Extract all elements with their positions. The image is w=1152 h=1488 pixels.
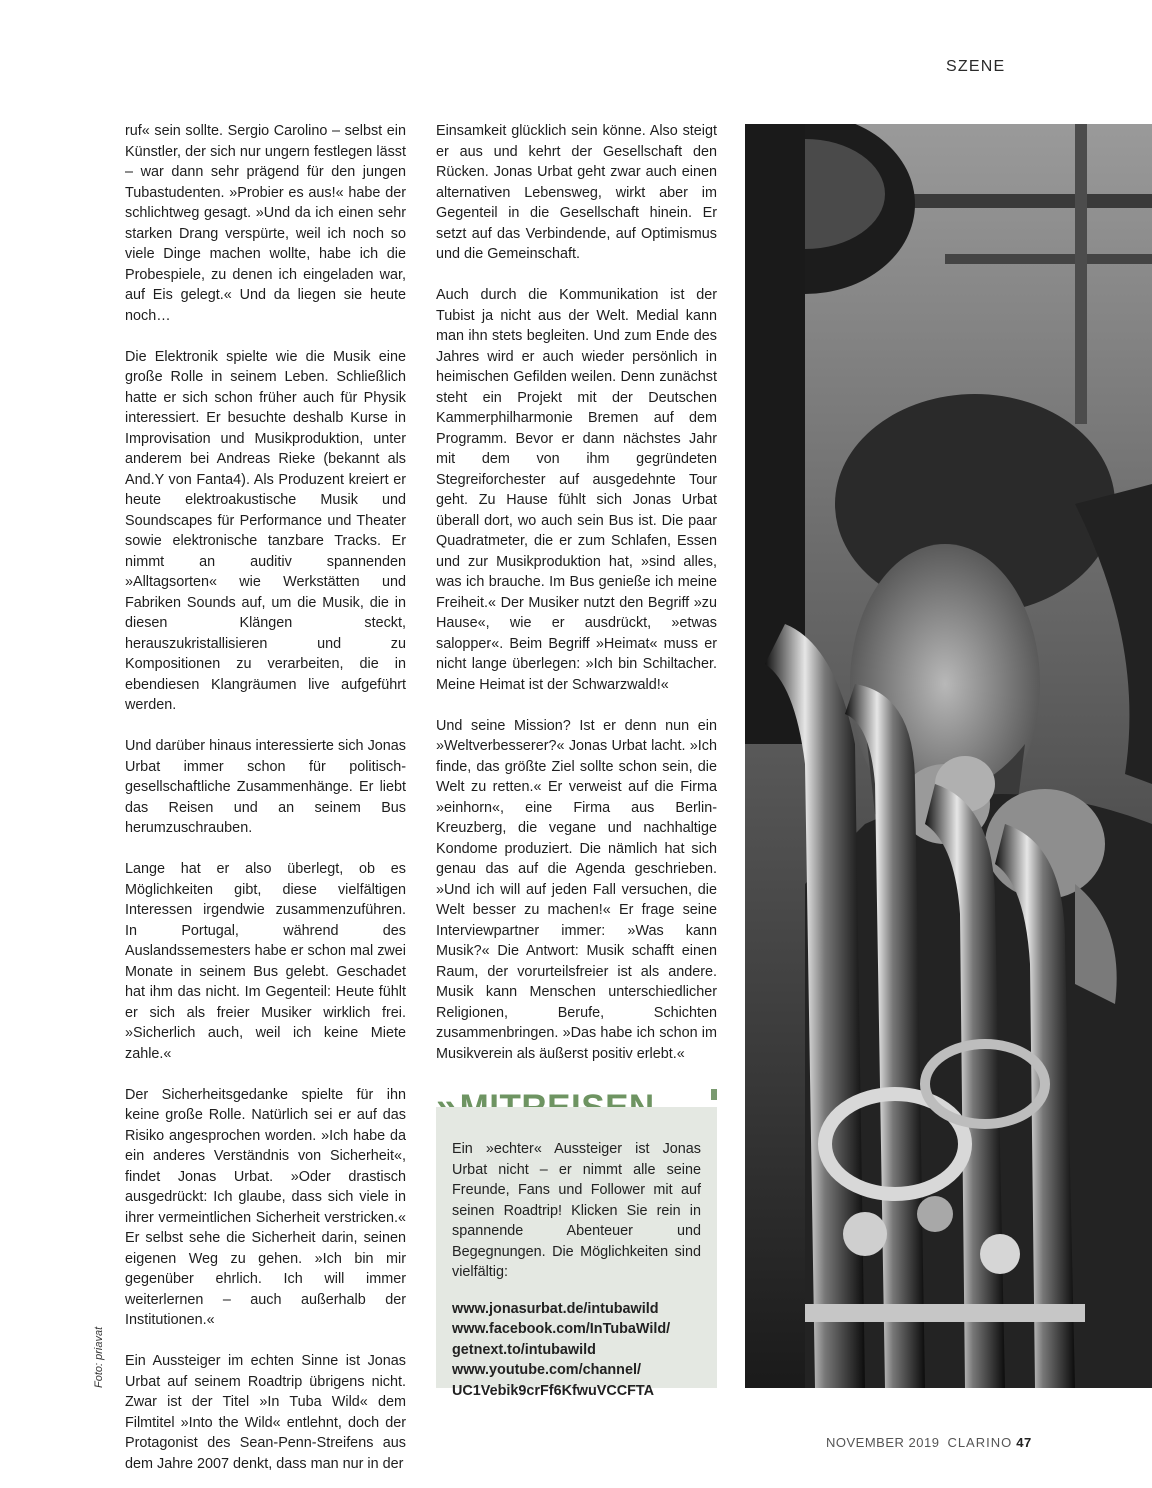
paragraph: Einsamkeit glücklich sein könne. Also steigt er aus und kehrt der Gesellschaft den Rücken. Jonas Urbat geht zwar auch einen alternativen Lebensweg, wirkt aber im Gegenteil in die Gesellschaft hinein. Er setzt auf das Verbindende, auf Optimismus und die Gemeinschaft. xyxy=(436,123,717,262)
paragraph: ruf« sein sollte. Sergio Carolino – selbst ein Künstler, der sich nur ungern festlegen lässt – war dann sehr prägend für den jungen Tubastudenten. »Probier es aus!« habe der schlichtweg gesagt. »Und da ich einen sehr starken Drang verspürte, weil ich noch so viele Dinge machen wollte, habe ich die Probespiele, zu denen ich eingeladen war, auf Eis gelegt.« Und da liegen sie heute noch… xyxy=(125,123,406,324)
paragraph: Auch durch die Kommunikation ist der Tubist ja nicht aus der Welt. Medial kann man ihn stets begleiten. Und zum Ende des Jahres wird er auch wieder persönlich in heimischen Gefilden weilen. Denn zunächst steht ein Projekt mit der Deutschen Kammerphilharmonie Bremen auf dem Programm. Bevor er dann nächstes Jahr mit dem von ihm gegründeten Stegreiforchester auf ausgedehnte Tour geht. Zu Hause fühlt sich Jonas Urbat überall dort, wo auch sein Bus ist. Die paar Quadratmeter, die er zum Schlafen, Essen und zur Musikproduktion hat, »sind alles, was ich brauche. Im Bus genieße ich meine Freiheit.« Der Musiker nutzt den Begriff »zu Hause«, wie er ausdrückt, »etwas salopper«. Beim Begriff »Heimat« muss er nicht lange überlegen: »Ich bin Schiltacher. Meine Heimat ist der Schwarzwald!« xyxy=(436,287,717,693)
link-youtube-id[interactable]: UC1Vebik9crFf6KfwuVCCFTA xyxy=(452,1382,655,1399)
article-column-1 xyxy=(125,121,406,1474)
footer-date: NOVEMBER 2019 xyxy=(826,1435,940,1450)
paragraph: Und seine Mission? Ist er denn nun ein »Weltverbesserer?« Jonas Urbat lacht. »Ich finde, das größte Ziel sollte schon sein, die Welt zu retten.« Er verweist auf die Firma »einhorn«, eine Firma aus Berlin-Kreuzberg, die vegane und nachhaltige Kondome produziert. Die nämlich hat sich genau das auf die Agenda geschrieben. »Und ich will auf jeden Fall versuchen, die Welt besser zu machen!« Er frage seine Interviewpartner immer: »Was kann Musik?« Die Antwort: Musik schafft einen Raum, der vorurteilsfreier ist als andere. Musik kann Menschen unterschiedlicher Religionen, Berufe, Schichten zusammenbringen. »Das habe ich schon im Musikverein als äußerst positiv erlebt.« xyxy=(436,717,717,1062)
sidebar-box xyxy=(436,1107,717,1399)
page-footer xyxy=(826,1435,1032,1450)
photo-credit: Foto: priavat xyxy=(93,1326,105,1388)
link-facebook[interactable]: www.facebook.com/InTubaWild/ xyxy=(452,1321,671,1337)
sidebar-intro: Ein »echter« Aussteiger ist Jonas Urbat nicht – er nimmt alle seine Freunde, Fans und Follower mit auf seinen Roadtrip! Klicken Sie rein in spannende Abenteuer und Begegnungen. Die Möglichkeiten sind vielfältig: xyxy=(452,1141,701,1280)
musician-tuba-photo xyxy=(745,124,1152,1388)
paragraph: Die Elektronik spielte wie die Musik eine große Rolle in seinem Leben. Schließlich hatte er sich schon früher auch für Physik interessiert. Er besuchte deshalb Kurse in Improvisation und Musikproduktion, unter anderem bei Andreas Rieke (bekannt als And.Y von Fanta4). Als Produzent kreiert er heute elektroakustische Musik und Soundscapes für Performance und Theater sowie elektronische tanzbare Tracks. Er nimmt an auditiv spannenden »Alltagsorten« wie Werkstätten und Fabriken Sounds auf, um die Musik, die in diesen Klängen steckt, herauszukristallisieren und zu Kompositionen zu verarbeiten, die in ebendiesen Klangräumen live aufgeführt werden. xyxy=(125,348,406,713)
section-label: SZENE xyxy=(946,58,1006,75)
footer-magazine: CLARINO xyxy=(947,1435,1013,1450)
link-getnext[interactable]: getnext.to/intubawild xyxy=(452,1341,596,1358)
page-number: 47 xyxy=(1016,1435,1032,1450)
paragraph: Und darüber hinaus interessierte sich Jonas Urbat immer schon für politisch-gesellschaftliche Zusammenhänge. Er liebt das Reisen und an seinem Bus herumzuschrauben. xyxy=(125,738,406,836)
paragraph: Ein Aussteiger im echten Sinne ist Jonas Urbat auf seinem Roadtrip übrigens nicht. Zwar ist der Titel »In Tuba Wild« dem Filmtitel »Into the Wild« entlehnt, doch der Protagonist des Sean-Penn-Streifens aus dem Jahre 2007 denkt, dass man nur in der xyxy=(125,1353,406,1472)
sidebar-links xyxy=(452,1299,701,1402)
article-column-2 xyxy=(436,121,717,1105)
paragraph: Der Sicherheitsgedanke spielte für ihn keine große Rolle. Natürlich sei er auf das Risiko angesprochen worden. »Ich habe da ein anderes Verständnis von Sicherheit«, findet Jonas Urbat. »Oder drastisch ausgedrückt: Ich glaube, dass sich viele in ihrer vermeintlichen Sicherheit verstricken.« Er selbst sehe die Sicherheit darin, seinen eigenen Weg zu gehen. »Ich bin mir gegenüber ehrlich. Ich will immer weiterlernen – auch außerhalb der Institutionen.« xyxy=(125,1086,406,1328)
paragraph: Lange hat er also überlegt, ob es Möglichkeiten gibt, diese vielfältigen Interessen irgendwie zusammenzuführen. In Portugal, während des Auslandssemesters habe er schon mal zwei Monate in seinem Bus gelebt. Geschadet hat ihm das nicht. Im Gegenteil: Heute fühlt er sich als freier Musiker wirklich frei. »Sicherlich auch, weil ich keine Miete zahle.« xyxy=(125,861,406,1062)
link-youtube[interactable]: www.youtube.com/channel/ xyxy=(452,1362,641,1378)
link-website[interactable]: www.jonasurbat.de/intubawild xyxy=(452,1300,659,1317)
